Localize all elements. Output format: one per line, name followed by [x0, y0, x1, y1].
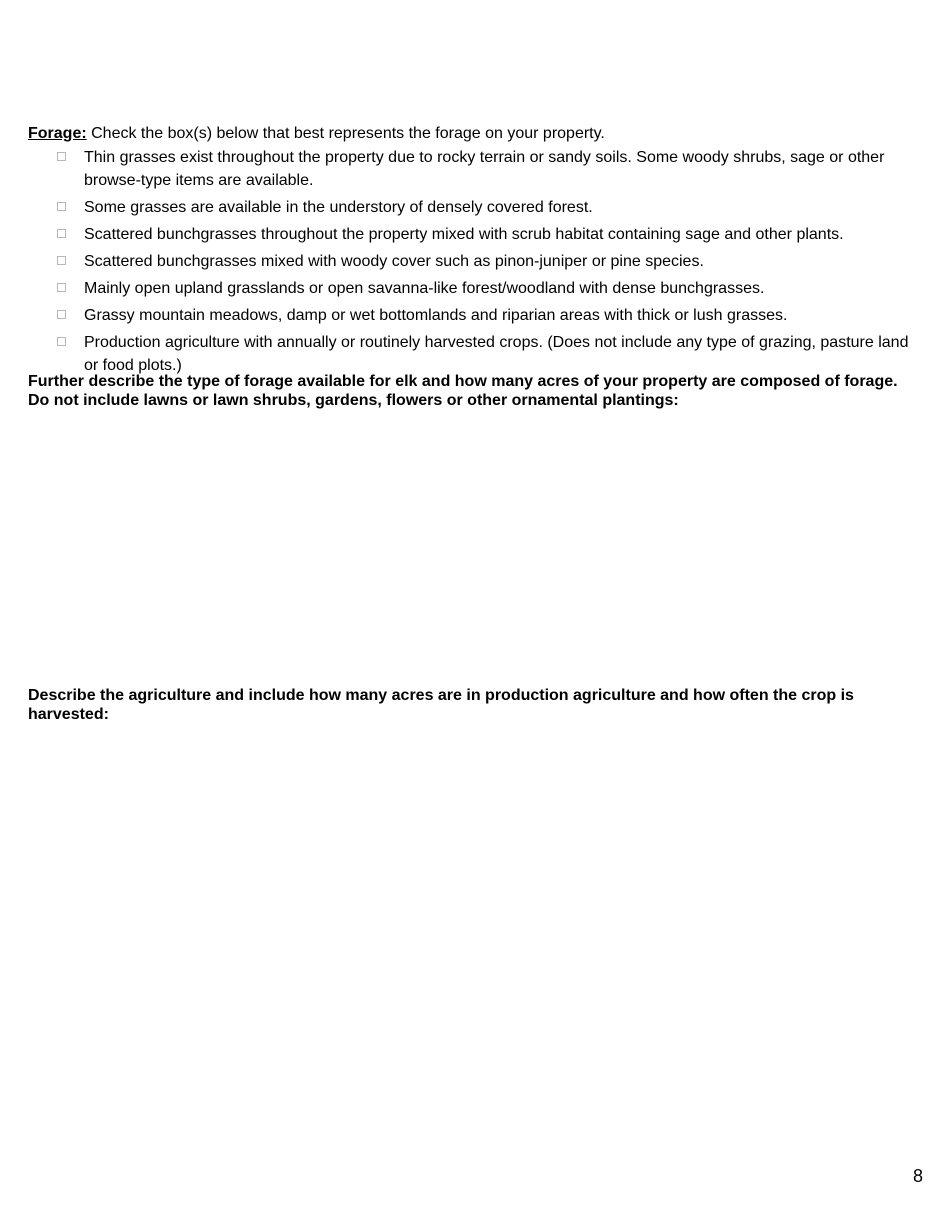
forage-option-woody-cover: [56, 250, 916, 273]
forage-option-upland-grasslands: [56, 277, 916, 300]
forage-description-question: Further describe the type of forage available for elk and how many acres of your property are composed of forage. Do not include lawns or lawn shrubs, gardens, flowers or other ornamental plantings:: [28, 373, 898, 409]
forage-label: Forage:: [28, 125, 87, 142]
forage-description-answer[interactable]: [28, 418, 927, 677]
checkbox-scrub-habitat[interactable]: [57, 229, 66, 238]
option-label: Thin grasses exist throughout the property due to rocky terrain or sandy soils. Some woody shrubs, sage or other browse-type items are available.: [84, 149, 885, 189]
checkbox-thin-grasses[interactable]: [57, 152, 66, 161]
checkbox-upland-grasslands[interactable]: [57, 283, 66, 292]
checkbox-forest-understory[interactable]: [57, 202, 66, 211]
checkbox-woody-cover[interactable]: [57, 256, 66, 265]
option-label: Grassy mountain meadows, damp or wet bottomlands and riparian areas with thick or lush grasses.: [84, 307, 788, 324]
checkbox-mountain-meadows[interactable]: [57, 310, 66, 319]
forage-instruction: Check the box(s) below that best represents the forage on your property.: [86, 125, 605, 142]
forage-option-production-agriculture: [56, 331, 916, 377]
forage-option-thin-grasses: [56, 146, 916, 192]
option-label: Scattered bunchgrasses throughout the property mixed with scrub habitat containing sage and other plants.: [84, 226, 844, 243]
page-number: 8: [912, 1166, 923, 1186]
agriculture-description-question: Describe the agriculture and include how many acres are in production agriculture and how often the crop is harvested:: [28, 687, 854, 723]
forage-option-forest-understory: [56, 196, 916, 219]
forage-option-scrub-habitat: [56, 223, 916, 246]
option-label: Some grasses are available in the understory of densely covered forest.: [84, 199, 593, 216]
agriculture-description-answer[interactable]: [28, 732, 927, 1156]
forage-options-list: [56, 146, 916, 381]
option-label: Scattered bunchgrasses mixed with woody cover such as pinon-juniper or pine species.: [84, 253, 704, 270]
option-label: Mainly open upland grasslands or open savanna-like forest/woodland with dense bunchgrasses.: [84, 280, 765, 297]
forage-option-mountain-meadows: [56, 304, 916, 327]
option-label: Production agriculture with annually or routinely harvested crops. (Does not include any type of grazing, pasture land or food plots.): [84, 334, 909, 374]
checkbox-production-agriculture[interactable]: [57, 337, 66, 346]
forage-intro: [28, 124, 918, 143]
